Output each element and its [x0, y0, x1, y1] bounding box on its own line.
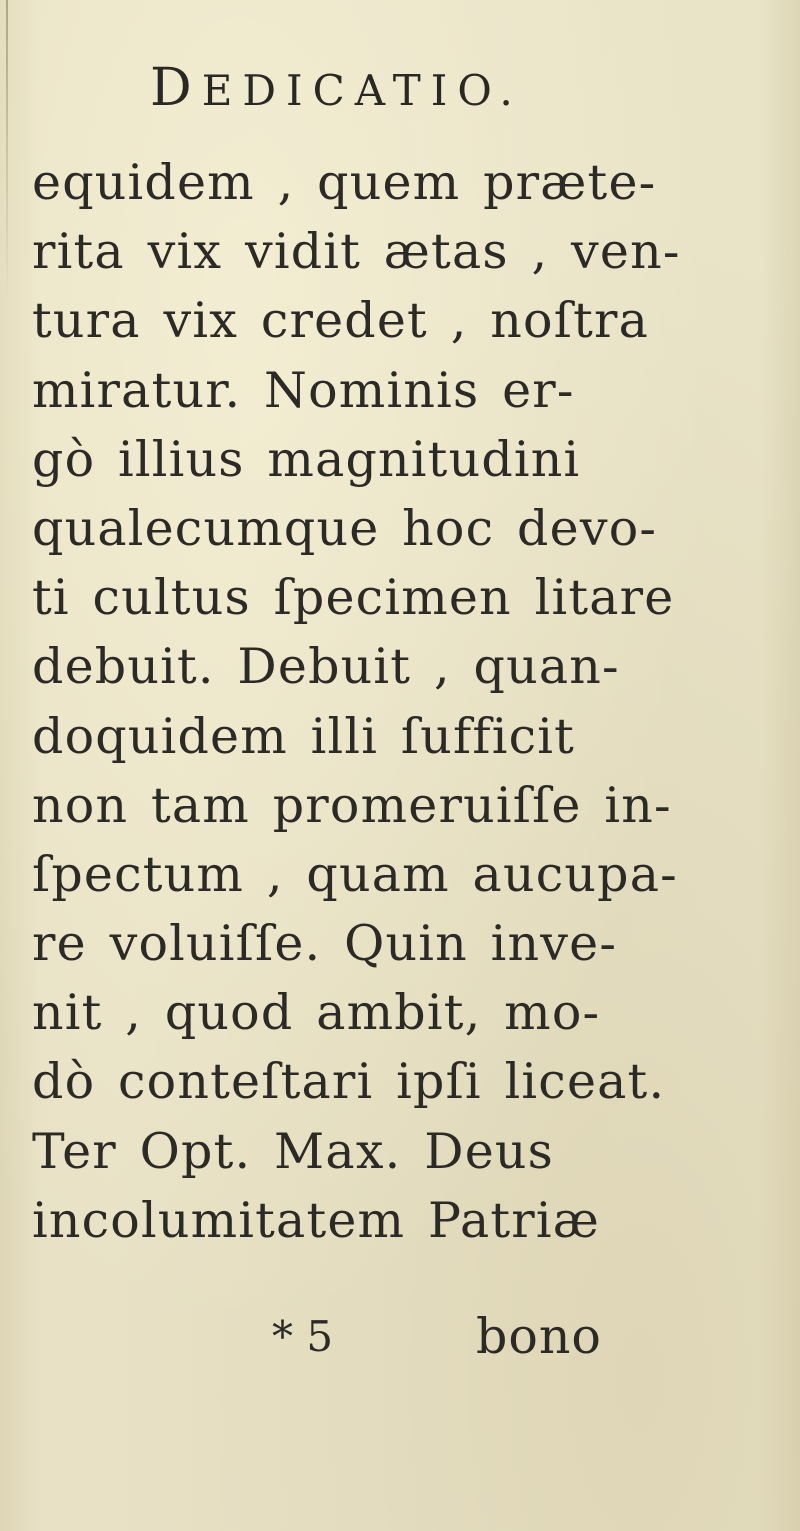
body-text — [32, 148, 772, 1255]
text-line: ti cultus ſpecimen litare — [32, 569, 675, 627]
running-head-initial: D — [150, 58, 202, 118]
text-line: gò illius magnitudini — [32, 430, 581, 488]
text-line: equidem , quem præte- — [32, 154, 657, 211]
running-head-rest: EDICATIO. — [201, 66, 523, 115]
text-line: ſpectum , quam aucupa- — [32, 845, 678, 903]
text-line: dò conteſtari ipſi liceat. — [32, 1053, 666, 1111]
running-head — [150, 58, 523, 118]
catchword: bono — [476, 1308, 602, 1365]
text-line: tura vix credet , noſtra — [32, 292, 649, 350]
page-gutter-shadow — [6, 0, 8, 300]
text-line: miratur. Nominis er- — [32, 361, 575, 419]
text-line: non tam promeruiſſe in- — [32, 776, 672, 834]
text-line: Ter Opt. Max. Deus — [32, 1122, 555, 1180]
catch-line — [32, 1302, 632, 1372]
text-line: debuit. Debuit , quan- — [32, 638, 620, 696]
text-line: nit , quod ambit, mo- — [32, 984, 601, 1042]
text-line: rita vix vidit ætas , ven- — [32, 223, 681, 281]
text-line: qualecumque hoc devo- — [32, 499, 658, 557]
signature-mark: * 5 — [272, 1312, 334, 1361]
text-line: doquidem illi ſufficit — [32, 707, 575, 765]
text-line: incolumitatem Patriæ — [32, 1191, 600, 1249]
text-line: re voluiſſe. Quin inve- — [32, 915, 618, 973]
